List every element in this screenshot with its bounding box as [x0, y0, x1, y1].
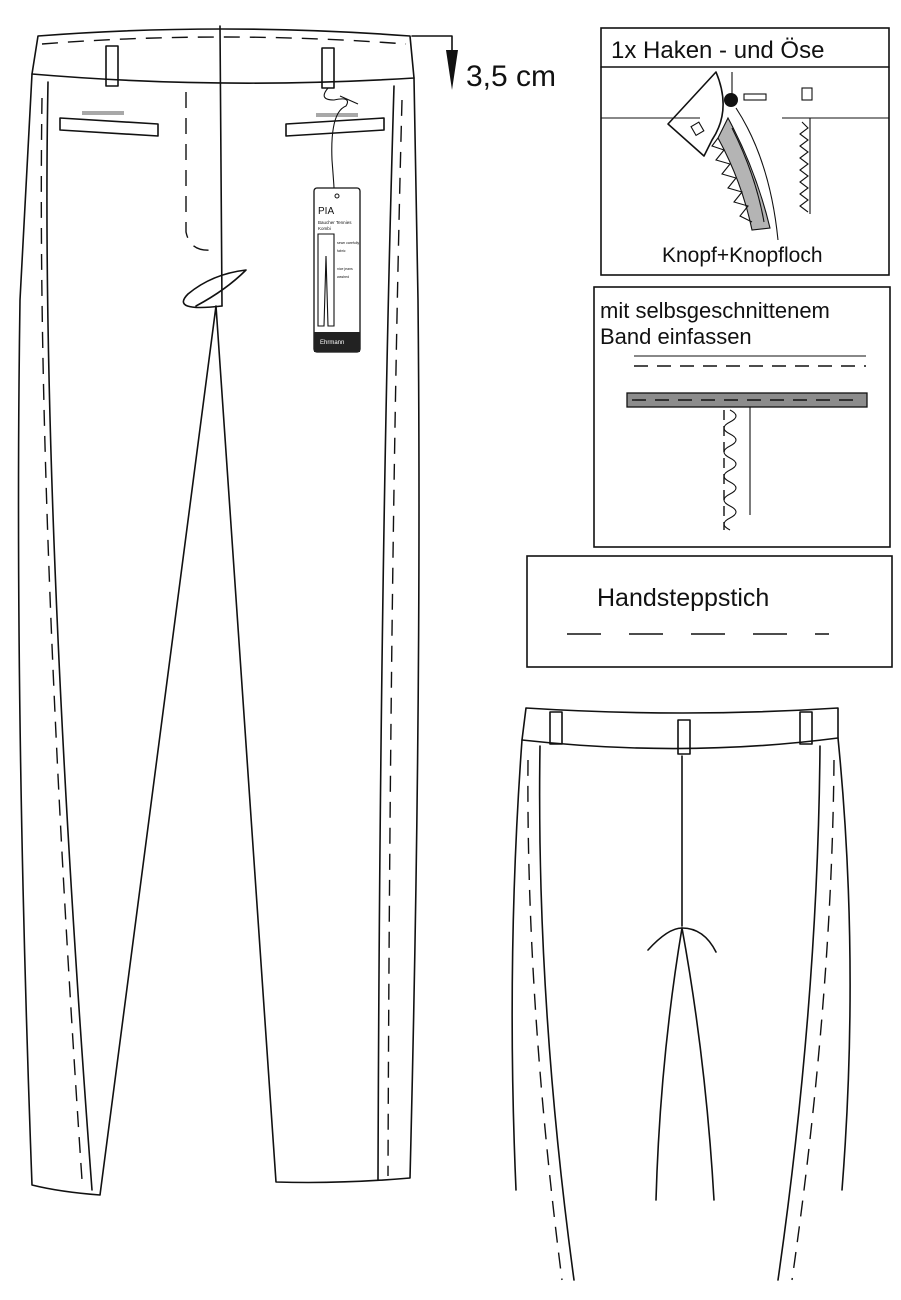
back-view-trousers	[512, 708, 850, 1280]
back-outline-right	[838, 738, 850, 1190]
back-side-stitching-right	[792, 760, 834, 1280]
front-side-stitching-right	[388, 100, 402, 1176]
button-icon	[724, 93, 738, 107]
detail-closure-title: 1x Haken - und Öse	[611, 37, 825, 64]
waistband-height-label: 3,5 cm	[466, 60, 557, 93]
front-side-seam-left	[47, 82, 92, 1190]
detail-binding-title-line-2: Band einfassen	[600, 324, 752, 349]
back-waistband	[522, 708, 838, 749]
front-pocket-accent-left	[82, 111, 124, 115]
front-center-line	[220, 26, 222, 306]
hang-tag-string-end	[340, 96, 358, 104]
back-outline-left	[512, 740, 522, 1190]
back-side-seam-right	[778, 746, 820, 1280]
back-side-seam-left	[540, 746, 574, 1280]
legend-hand-stitch-label: Handsteppstich	[597, 584, 770, 612]
dimension-arrow-icon	[446, 50, 458, 90]
front-welt-pocket-left	[60, 118, 158, 136]
detail-closure-caption: Knopf+Knopfloch	[662, 244, 823, 267]
hang-tag-brand: PIA	[318, 206, 335, 217]
dimension-leader	[412, 36, 452, 60]
hang-tag-string	[324, 88, 347, 188]
back-inner-leg-right	[682, 928, 714, 1200]
back-inner-leg-left	[656, 928, 682, 1200]
back-belt-loop-left	[550, 712, 562, 744]
back-belt-loop-right	[800, 712, 812, 744]
hang-tag-line-2: Kombi	[318, 226, 331, 231]
front-waistband	[32, 29, 414, 83]
hang-tag-note-1: sewn carefully	[337, 241, 360, 245]
front-waistband-stitching	[42, 37, 406, 44]
hang-tag	[314, 188, 360, 352]
hang-tag-note-4: washed	[337, 275, 350, 279]
legend-hand-stitch-box	[527, 556, 892, 667]
hang-tag-line-1: Baucher Tennies	[318, 220, 352, 225]
back-side-stitching-left	[528, 760, 562, 1280]
front-view-trousers	[19, 26, 557, 1195]
detail-binding-box	[594, 287, 890, 547]
hang-tag-footer: Ehrmann	[320, 340, 345, 346]
front-fly-stitching	[186, 92, 212, 250]
hang-tag-note-3: nice jeans	[337, 267, 353, 271]
hang-tag-note-2: fabric	[337, 249, 346, 253]
detail-closure-box	[601, 28, 889, 275]
detail-binding-title-line-1: mit selbsgeschnittenem	[600, 298, 830, 323]
front-crotch-loop	[183, 270, 246, 308]
